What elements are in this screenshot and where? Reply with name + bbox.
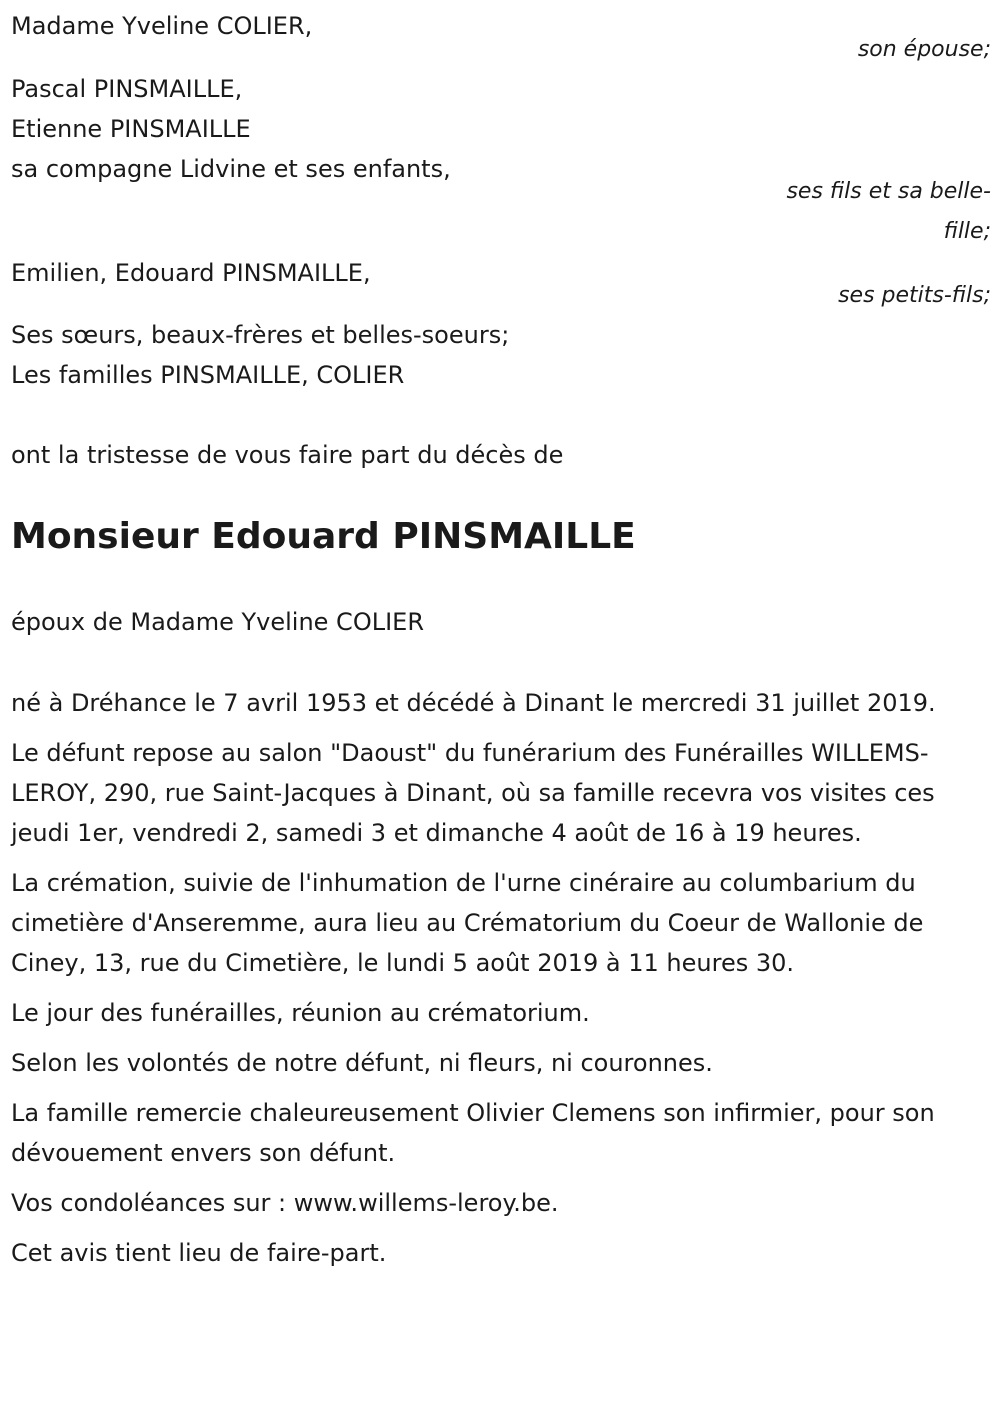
meeting-info: Le jour des funérailles, réunion au crématorium. [11, 999, 590, 1027]
viewing-info: Le défunt repose au salon "Daoust" du funérarium des Funérailles WILLEMS-LEROY, 290, rue Saint-Jacques à Dinant, où sa famille recevra vos visites ces jeudi 1er, vendredi 2, samedi 3 et dimanche 4 août de 16 à 19 heures. [11, 739, 935, 847]
spouse-of: époux de Madame Yveline COLIER [11, 608, 424, 636]
siblings: Ses sœurs, beaux-frères et belles-soeurs; [11, 321, 510, 349]
grandsons: Emilien, Edouard PINSMAILLE, [11, 259, 371, 287]
sons-role: ses fils et sa belle-fille; [786, 179, 991, 244]
son-etienne: Etienne PINSMAILLE [11, 115, 251, 143]
cremation-info: La crémation, suivie de l'inhumation de l'urne cinéraire au columbarium du cimetière d'Anseremme, aura lieu au Crématorium du Coeur de Wallonie de Ciney, 13, rue du Cimetière, le lundi 5 août 2019 à 11 heures 30. [11, 869, 924, 977]
grandsons-role: ses petits-fils; [838, 283, 991, 308]
condolences-info: Vos condoléances sur : www.willems-leroy.be. [11, 1189, 559, 1217]
spouse-name: Madame Yveline COLIER, [11, 12, 313, 40]
announcement-intro: ont la tristesse de vous faire part du décès de [11, 441, 564, 469]
notice-info: Cet avis tient lieu de faire-part. [11, 1239, 387, 1267]
families: Les familles PINSMAILLE, COLIER [11, 361, 405, 389]
spouse-role: son épouse; [857, 37, 991, 62]
son-pascal: Pascal PINSMAILLE, [11, 75, 243, 103]
thanks-info: La famille remercie chaleureusement Olivier Clemens son infirmier, pour son dévouement envers son défunt. [11, 1099, 935, 1167]
flowers-info: Selon les volontés de notre défunt, ni fleurs, ni couronnes. [11, 1049, 713, 1077]
deceased-name: Monsieur Edouard PINSMAILLE [11, 516, 636, 557]
details-section [11, 683, 986, 1273]
son-partner: sa compagne Lidvine et ses enfants, [11, 155, 451, 183]
birth-death: né à Dréhance le 7 avril 1953 et décédé à Dinant le mercredi 31 juillet 2019. [11, 689, 936, 717]
